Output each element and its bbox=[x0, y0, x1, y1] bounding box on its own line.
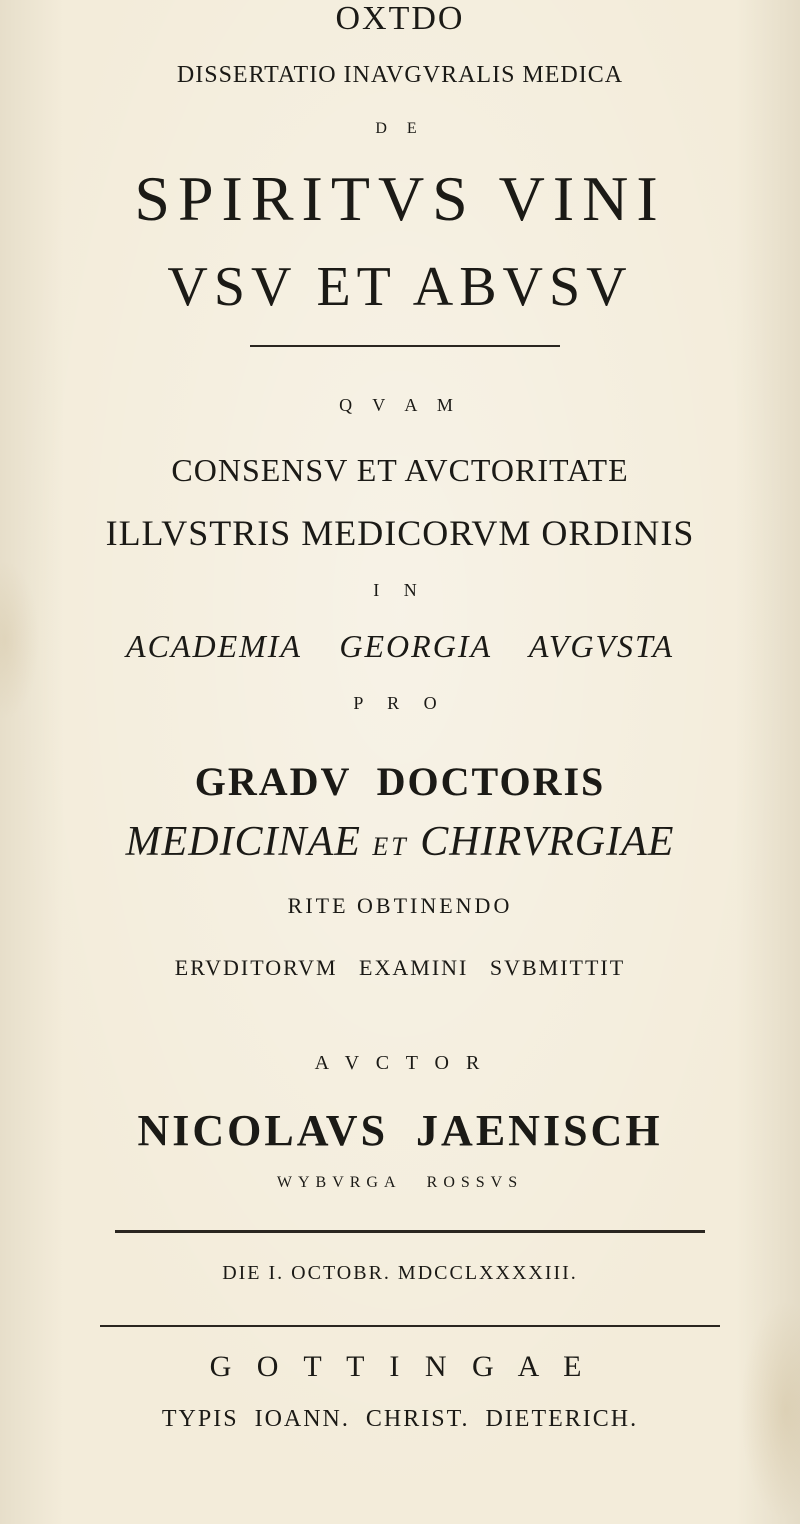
gradv-doctoris-line: GRADV DOCTORIS bbox=[194, 759, 606, 804]
in-line: I N bbox=[373, 580, 427, 600]
academia-line: ACADEMIA GEORGIA AVGVSTA bbox=[126, 628, 674, 664]
paper-stain bbox=[740, 1300, 800, 1520]
pro-line: P R O bbox=[353, 693, 447, 713]
main-title-vsv-abvsv: VSV ET ABVSV bbox=[167, 256, 633, 318]
medicinae-word: MEDICINAE bbox=[125, 819, 361, 865]
et-word: ET bbox=[372, 832, 409, 861]
qvam-line: Q V A M bbox=[339, 395, 461, 415]
date-top-rule bbox=[115, 1230, 705, 1233]
date-bottom-rule bbox=[100, 1325, 720, 1327]
ownership-stamp: OXTDO bbox=[335, 0, 465, 37]
ervditorvm-line: ERVDITORVM EXAMINI SVBMITTIT bbox=[174, 955, 626, 980]
imprint-printer: TYPIS IOANN. CHRIST. DIETERICH. bbox=[161, 1406, 639, 1432]
rite-obtinendo-line: RITE OBTINENDO bbox=[287, 893, 513, 918]
title-underline-rule bbox=[250, 345, 560, 347]
main-title-spiritvs-vini: SPIRITVS VINI bbox=[134, 163, 666, 234]
author-name: NICOLAVS JAENISCH bbox=[137, 1106, 663, 1155]
imprint-place: G O T T I N G A E bbox=[209, 1350, 591, 1383]
dissertation-title-line: DISSERTATIO INAVGVRALIS MEDICA bbox=[176, 62, 624, 88]
de-line: D E bbox=[375, 120, 425, 137]
consensv-line: CONSENSV ET AVCTORITATE bbox=[171, 452, 629, 488]
illvstris-line: ILLVSTRIS MEDICORVM ORDINIS bbox=[105, 513, 695, 553]
author-origin: WYBVRGA ROSSVS bbox=[276, 1174, 524, 1191]
chirvrgiae-word: CHIRVRGIAE bbox=[420, 819, 675, 865]
date-line: DIE I. OCTOBR. MDCCLXXXXIII. bbox=[222, 1262, 578, 1284]
avctor-label: A V C T O R bbox=[314, 1052, 486, 1074]
medicinae-chirvrgiae-line bbox=[0, 818, 800, 866]
